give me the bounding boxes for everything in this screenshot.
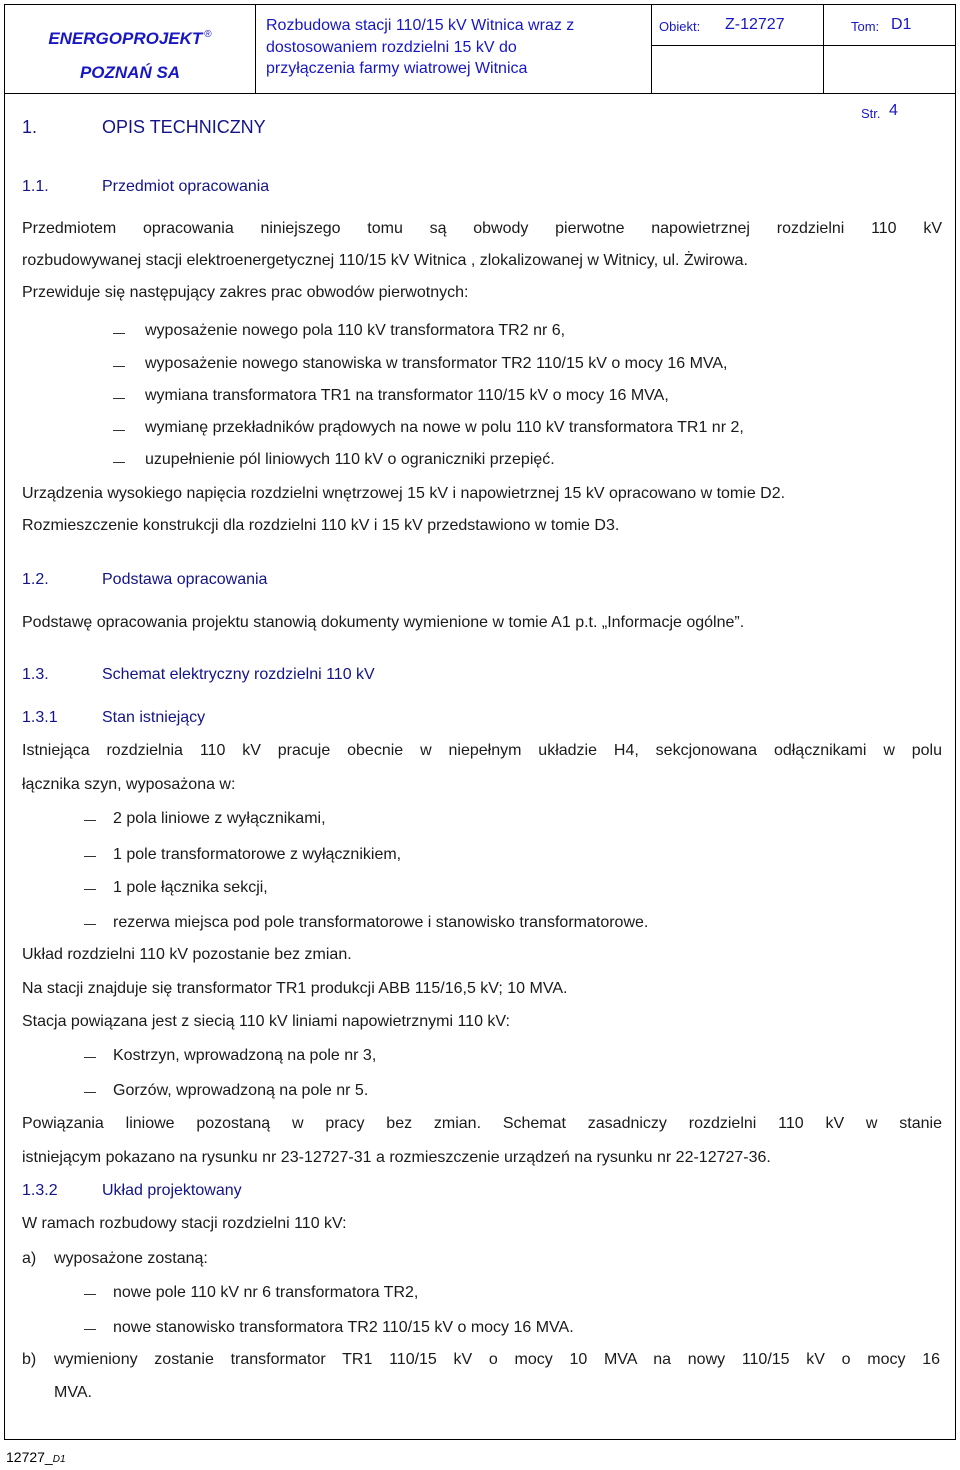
- dash-bullet: [84, 1329, 96, 1330]
- list-item: nowe pole 110 kV nr 6 transformatora TR2,: [113, 1284, 419, 1301]
- paragraph: Powiązania liniowe pozostaną w pracy bez zmian. Schemat zasadniczy rozdzielni 110 kV w stanie: [22, 1115, 942, 1132]
- subsection-title: Podstawa opracowania: [102, 571, 268, 588]
- company-city: POZNAŃ SA: [79, 63, 181, 82]
- subsection-title: Przedmiot opracowania: [102, 178, 270, 195]
- company-logo: ENERGOPROJEKT ®: [48, 29, 212, 48]
- object-number: Z-12727: [725, 16, 785, 33]
- list-item: nowe stanowisko transformatora TR2 110/15 kV o mocy 16 MVA.: [113, 1319, 574, 1336]
- dash-bullet: [84, 1294, 96, 1295]
- subsection-number: 1.1.: [22, 178, 49, 195]
- paragraph: Układ rozdzielni 110 kV pozostanie bez zmian.: [22, 946, 352, 963]
- project-title: Rozbudowa stacji 110/15 kV Witnica wraz z dostosowaniem rozdzielni 15 kV do przyłączenia farmy wiatrowej Witnica: [266, 17, 575, 77]
- paragraph: W ramach rozbudowy stacji rozdzielni 110 kV:: [22, 1215, 347, 1232]
- registered-mark: ®: [204, 29, 212, 40]
- dash-bullet: [113, 333, 125, 334]
- list-item: wymiana transformatora TR1 na transformator 110/15 kV o mocy 16 MVA,: [145, 387, 669, 404]
- list-item: 2 pola liniowe z wyłącznikami,: [113, 810, 326, 827]
- volume-label: Tom:: [851, 19, 880, 34]
- list-label: a): [22, 1250, 37, 1267]
- paragraph: Na stacji znajduje się transformator TR1 produkcji ABB 115/16,5 kV; 10 MVA.: [22, 980, 568, 997]
- project-title-cell: [255, 5, 652, 93]
- paragraph: Urządzenia wysokiego napięcia rozdzielni wnętrzowej 15 kV i napowietrznej 15 kV opracowano w tomie D2.: [22, 485, 786, 502]
- subsubsection-title: Układ projektowany: [102, 1182, 242, 1199]
- object-row: [651, 5, 955, 46]
- page-label: Str.: [861, 106, 881, 121]
- paragraph: Rozmieszczenie konstrukcji dla rozdzielni 110 kV i 15 kV przedstawiono w tomie D3.: [22, 517, 620, 534]
- document-header: [5, 5, 955, 121]
- paragraph: Przedmiotem opracowania niniejszego tomu są obwody pierwotne napowietrznej rozdzielni 110 kV: [22, 220, 942, 237]
- paragraph: Istniejąca rozdzielnia 110 kV pracuje obecnie w niepełnym układzie H4, sekcjonowana odłącznikami w polu: [22, 742, 942, 759]
- paragraph: łącznika szyn, wyposażona w:: [22, 776, 236, 793]
- paragraph: istniejącym pokazano na rysunku nr 23-12727-31 a rozmieszczenie urządzeń na rysunku nr 22-12727-36.: [22, 1149, 771, 1166]
- dash-bullet: [84, 1092, 96, 1093]
- paragraph: Przewiduje się następujący zakres prac obwodów pierwotnych:: [22, 284, 469, 301]
- dash-bullet: [113, 366, 125, 367]
- list-item: 1 pole łącznika sekcji,: [113, 879, 268, 896]
- page-row: [651, 45, 955, 121]
- document-footer: 12727_D1: [6, 1449, 66, 1465]
- section-number: 1.: [22, 117, 38, 137]
- page-number: 4: [889, 102, 898, 119]
- dash-bullet: [84, 856, 96, 857]
- list-item: wyposażenie nowego stanowiska w transformator TR2 110/15 kV o mocy 16 MVA,: [145, 355, 728, 372]
- document-info-cell: [651, 5, 955, 121]
- list-item: Kostrzyn, wprowadzoną na pole nr 3,: [113, 1047, 377, 1064]
- list-item: wyposażone zostaną:: [54, 1250, 208, 1267]
- info-divider: [823, 5, 824, 93]
- subsection-number: 1.3.: [22, 666, 49, 683]
- dash-bullet: [84, 1057, 96, 1058]
- company-logo-cell: [5, 5, 256, 93]
- dash-bullet: [84, 924, 96, 925]
- paragraph: Stacja powiązana jest z siecią 110 kV liniami napowietrznymi 110 kV:: [22, 1013, 510, 1030]
- paragraph: rozbudowywanej stacji elektroenergetycznej 110/15 kV Witnica , zlokalizowanej w Witnicy, ul. Żwirowa.: [22, 252, 748, 269]
- list-item: 1 pole transformatorowe z wyłącznikiem,: [113, 846, 402, 863]
- subsection-title: Schemat elektryczny rozdzielni 110 kV: [102, 666, 375, 683]
- list-item: uzupełnienie pól liniowych 110 kV o ograniczniki przepięć.: [145, 451, 555, 468]
- dash-bullet: [113, 430, 125, 431]
- volume-number: D1: [891, 16, 912, 33]
- dash-bullet: [113, 398, 125, 399]
- subsubsection-title: Stan istniejący: [102, 709, 206, 726]
- subsubsection-number: 1.3.2: [22, 1182, 58, 1199]
- list-item: wyposażenie nowego pola 110 kV transformatora TR2 nr 6,: [145, 322, 566, 339]
- list-item: Gorzów, wprowadzoną na pole nr 5.: [113, 1082, 369, 1099]
- dash-bullet: [84, 820, 96, 821]
- list-item: rezerwa miejsca pod pole transformatorowe i stanowisko transformatorowe.: [113, 914, 649, 931]
- paragraph: Podstawę opracowania projektu stanowią dokumenty wymienione w tomie A1 p.t. „Informacje ogólne”.: [22, 614, 745, 631]
- list-label: b): [22, 1351, 37, 1368]
- subsubsection-number: 1.3.1: [22, 709, 58, 726]
- list-item: wymianę przekładników prądowych na nowe w polu 110 kV transformatora TR1 nr 2,: [145, 419, 744, 436]
- dash-bullet: [113, 462, 125, 463]
- section-title: OPIS TECHNICZNY: [102, 117, 266, 137]
- subsection-number: 1.2.: [22, 571, 49, 588]
- list-item: MVA.: [54, 1384, 92, 1401]
- dash-bullet: [84, 889, 96, 890]
- object-label: Obiekt:: [659, 19, 701, 34]
- list-item: wymieniony zostanie transformator TR1 110/15 kV o mocy 10 MVA na nowy 110/15 kV o mocy 16: [54, 1351, 940, 1368]
